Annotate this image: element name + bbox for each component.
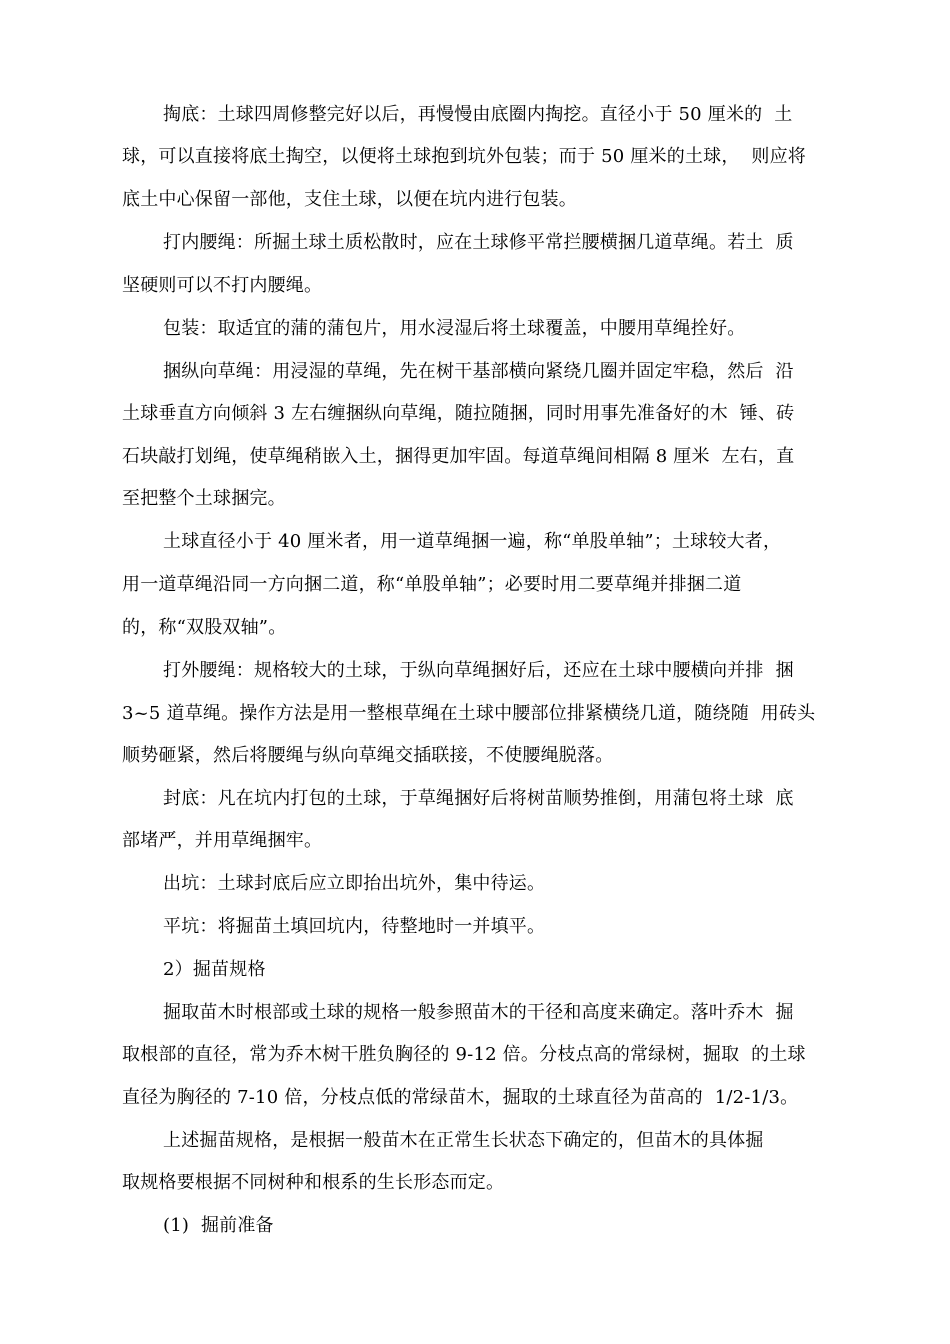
text-line: 部堵严，并用草绳捆牢。	[122, 830, 323, 851]
text-line: 直径为胸径的 7-10 倍，分枝点低的常绿苗木，掘取的土球直径为苗高的 1/2-1/3。	[122, 1087, 799, 1108]
text-line: 掘取苗木时根部或土球的规格一般参照苗木的干径和高度来确定。落叶乔木 掘	[163, 1002, 794, 1023]
text-line: 坚硬则可以不打内腰绳。	[122, 275, 323, 296]
text-line: 封底：凡在坑内打包的土球，于草绳捆好后将树苗顺势推倒，用蒲包将土球 底	[163, 788, 794, 809]
text-line: 至把整个土球捆完。	[122, 488, 286, 509]
text-line: 土球直径小于 40 厘米者，用一道草绳捆一遍，称“单股单轴”；土球较大者，	[163, 531, 782, 552]
text-line: 捆纵向草绳：用浸湿的草绳，先在树干基部横向紧绕几圈并固定牢稳，然后 沿	[163, 361, 794, 382]
text-line: 土球垂直方向倾斜 3 左右缠捆纵向草绳，随拉随捆，同时用事先准备好的木 锤、砖	[122, 403, 795, 424]
text-line: 的，称“双股双轴”。	[122, 617, 287, 638]
text-line: 顺势砸紧，然后将腰绳与纵向草绳交插联接，不使腰绳脱落。	[122, 745, 614, 766]
text-line: 打外腰绳：规格较大的土球，于纵向草绳捆好后，还应在土球中腰横向并排 捆	[163, 660, 794, 681]
text-line: 取根部的直径，常为乔木树干胜负胸径的 9-12 倍。分枝点高的常绿树，掘取 的土球	[122, 1044, 806, 1065]
section-heading: (1) 掘前准备	[163, 1215, 274, 1236]
text-line: 3~5 道草绳。操作方法是用一整根草绳在土球中腰部位排紧横绕几道，随绕随 用砖头	[122, 703, 816, 724]
text-line: 掏底：土球四周修整完好以后，再慢慢由底圈内掏挖。直径小于 50 厘米的 土	[163, 104, 793, 125]
text-line: 球，可以直接将底土掏空，以便将土球抱到坑外包装；而于 50 厘米的土球， 则应将	[122, 146, 806, 167]
text-line: 取规格要根据不同树种和根系的生长形态而定。	[122, 1172, 505, 1193]
section-heading: 2）掘苗规格	[163, 959, 266, 980]
text-line: 平坑：将掘苗土填回坑内，待整地时一并填平。	[163, 916, 546, 937]
text-line: 上述掘苗规格，是根据一般苗木在正常生长状态下确定的，但苗木的具体掘	[163, 1130, 764, 1151]
text-line: 打内腰绳：所掘土球土质松散时，应在土球修平常拦腰横捆几道草绳。若土 质	[163, 232, 794, 253]
text-line: 用一道草绳沿同一方向捆二道，称“单股单轴”；必要时用二要草绳并排捆二道	[122, 574, 742, 595]
text-line: 出坑：土球封底后应立即抬出坑外，集中待运。	[163, 873, 546, 894]
text-line: 包装：取适宜的蒲的蒲包片，用水浸湿后将土球覆盖，中腰用草绳拴好。	[163, 318, 746, 339]
text-line: 石块敲打划绳，使草绳稍嵌入土，捆得更加牢固。每道草绳间相隔 8 厘米 左右，直	[122, 446, 795, 467]
text-line: 底土中心保留一部他，支住土球，以便在坑内进行包装。	[122, 189, 577, 210]
